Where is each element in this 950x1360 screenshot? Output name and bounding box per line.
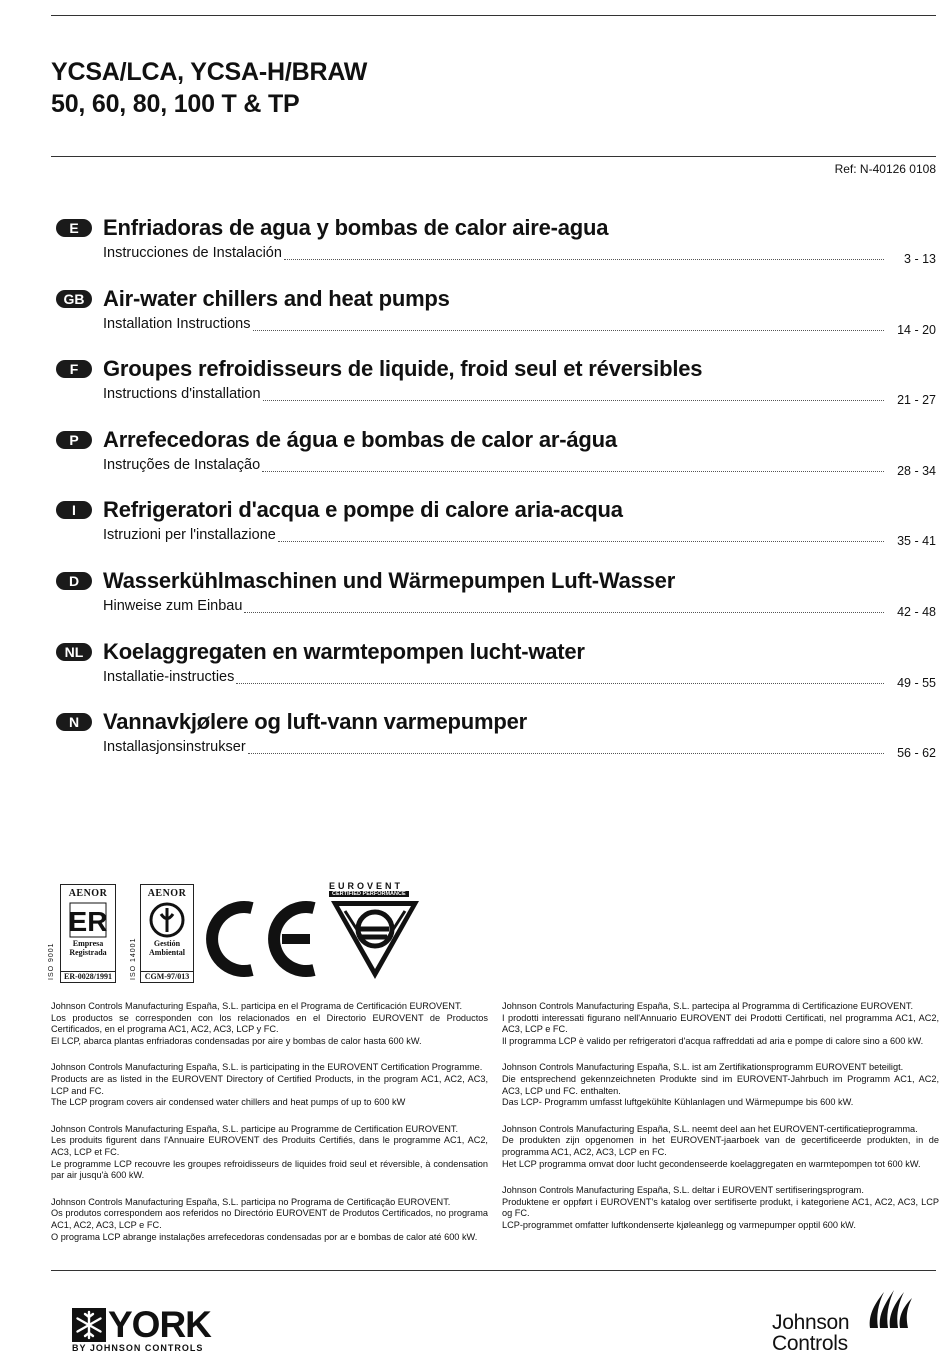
note-line: Johnson Controls Manufacturing España, S.L. deltar i EUROVENT sertifiseringsprogram.: [502, 1185, 864, 1196]
toc-page-range: 42 - 48: [897, 604, 936, 619]
note-line: Johnson Controls Manufacturing España, S.L. participe au Programme de Certification EUROVENT.: [51, 1123, 458, 1134]
note-line: Os produtos correspondem aos referidos no Directório EUROVENT de Produtos Certificados, no programa AC1, AC2, AC3, LCP e FC.: [51, 1208, 488, 1230]
aenor-caption-2: Registrada: [69, 948, 107, 957]
toc-heading: Air-water chillers and heat pumps: [103, 285, 450, 311]
toc-heading: Groupes refroidisseurs de liquide, froid seul et réversibles: [103, 356, 703, 382]
toc-entry: [0, 215, 950, 286]
toc-subtitle: Istruzioni per l'installazione: [103, 527, 276, 544]
toc-leader-dots: [284, 258, 884, 260]
york-tagline: BY JOHNSON CONTROLS: [72, 1343, 204, 1353]
toc-leader-dots: [262, 470, 884, 472]
toc-entry: [0, 709, 950, 780]
certification-note: [502, 1185, 939, 1231]
jci-flame-icon: [866, 1288, 916, 1332]
note-line: El LCP, abarca plantas enfriadoras condensadas por aire y bombas de calor hasta 600 kW.: [51, 1035, 422, 1046]
certification-note: [502, 1062, 939, 1108]
toc-subtitle-row: [103, 385, 936, 408]
ce-mark-icon: [204, 898, 324, 980]
note-line: Johnson Controls Manufacturing España, S.L. participa no Programa de Certificação EUROVENT.: [51, 1196, 451, 1207]
toc-subtitle: Installasjonsinstrukser: [103, 739, 246, 756]
note-line: I prodotti interessati figurano nell'Annuario EUROVENT dei Prodotti Certificati, nel programma AC1, AC2, AC3, LCP e FC.: [502, 1012, 939, 1035]
note-line: Le programme LCP recouvre les groupes refroidisseurs de liquides froid seul et réversible, à condensation par air jusqu'à 600 kW.: [51, 1158, 488, 1181]
toc-subtitle: Instructions d'installation: [103, 386, 261, 403]
toc-entry: [0, 568, 950, 639]
header-divider: [51, 156, 936, 157]
certification-note: [51, 1124, 488, 1182]
toc-page-range: 14 - 20: [897, 322, 936, 337]
toc-heading: Refrigeratori d'acqua e pompe di calore aria-acqua: [103, 497, 623, 523]
language-code-badge: E: [56, 219, 92, 237]
jci-line-2: Controls: [772, 1332, 848, 1355]
toc-page-range: 3 - 13: [904, 252, 936, 266]
note-line: Johnson Controls Manufacturing España, S.L. ist am Zertifikationsprogramm EUROVENT beteiligt.: [502, 1062, 904, 1073]
ga-mark-icon: [147, 901, 187, 939]
toc-subtitle-row: [103, 597, 936, 619]
eurovent-certified-label: CERTIFIED PERFORMANCE: [329, 891, 409, 897]
toc-subtitle-row: [103, 456, 936, 478]
toc-subtitle-row: [103, 315, 936, 337]
aenor2-register-code: CGM-97/013: [141, 971, 193, 982]
aenor-caption-1: Empresa: [72, 939, 104, 948]
johnson-controls-logo: [772, 1288, 922, 1358]
certification-notes-right: [502, 1001, 939, 1247]
toc-page-range: 28 - 34: [897, 463, 936, 478]
iso-14001-label: ISO 14001: [130, 937, 137, 980]
toc-subtitle: Installation Instructions: [103, 315, 251, 332]
toc-entry: [0, 497, 950, 568]
note-line: Die entsprechend gekennzeichneten Produkte sind im EUROVENT-Jahrbuch im Programm AC1, AC2, AC3, LCP und FC. enthalten.: [502, 1073, 939, 1096]
jci-line-1: Johnson: [772, 1311, 850, 1334]
toc-heading: Arrefecedoras de água e bombas de calor ar-água: [103, 426, 617, 452]
note-line: Het LCP programma omvat door lucht gecondenseerde koelaggregaten en warmtepompen tot 600 kW.: [502, 1158, 921, 1169]
certification-note: [51, 1197, 488, 1243]
toc-subtitle: Instrucciones de Instalación: [103, 245, 282, 261]
toc-page-range: 35 - 41: [897, 534, 936, 549]
toc-leader-dots: [253, 329, 885, 331]
model-title: YCSA/LCA, YCSA-H/BRAW: [51, 58, 368, 86]
note-line: Il programma LCP è valido per refrigeratori d'acqua raffreddati ad aria e pompe di calore sino a 600 kW.: [502, 1035, 924, 1046]
language-code-badge: NL: [56, 643, 92, 661]
toc-page-range: 21 - 27: [897, 393, 936, 408]
toc-subtitle: Installatie-instructies: [103, 668, 235, 685]
note-line: Johnson Controls Manufacturing España, S.L. participa en el Programa de Certificación EUROVENT.: [51, 1001, 463, 1011]
toc-leader-dots: [278, 540, 884, 542]
aenor2-caption-1: Gestión: [153, 939, 181, 948]
toc-entry: [0, 427, 950, 498]
toc-entry: [0, 286, 950, 357]
note-line: LCP-programmet omfatter luftkondenserte kjøleanlegg og varmepumper opptil 600 kW.: [502, 1219, 856, 1230]
note-line: De produkten zijn opgenomen in het EUROVENT-jaarboek van de gecertificeerde produkten, in de programma AC1, AC2, AC3, LCP en FC.: [502, 1135, 939, 1157]
toc-subtitle: Instruções de Instalação: [103, 456, 261, 473]
language-code-badge: I: [56, 501, 92, 519]
certification-note: [502, 1124, 939, 1170]
eurovent-logo-icon: [329, 899, 421, 981]
svg-text:ER: ER: [68, 906, 108, 937]
toc-subtitle: Hinweise zum Einbau: [103, 597, 243, 614]
toc-page-range: 56 - 62: [897, 746, 936, 761]
snowflake-icon: [72, 1308, 106, 1342]
note-line: The LCP program covers air condensed water chillers and heat pumps of up to 600 kW: [51, 1097, 406, 1108]
note-line: Johnson Controls Manufacturing España, S.L. neemt deel aan het EUROVENT-certificatieprogramma.: [502, 1123, 918, 1134]
language-code-badge: P: [56, 431, 92, 449]
toc-entry: [0, 639, 950, 710]
note-line: Johnson Controls Manufacturing España, S.L. is participating in the EUROVENT Certification Programme.: [51, 1062, 483, 1073]
aenor-brand-2: AENOR: [147, 888, 187, 899]
certification-note: [502, 1001, 939, 1047]
document-reference: Ref: N-40126 0108: [834, 162, 936, 176]
language-code-badge: D: [56, 572, 92, 590]
er-mark-icon: [68, 901, 108, 939]
certification-notes-left: [51, 1001, 488, 1258]
model-sizes: 50, 60, 80, 100 T & TP: [51, 90, 300, 118]
toc-leader-dots: [236, 682, 884, 684]
iso-9001-label: ISO 9001: [48, 942, 55, 980]
note-line: Los productos se corresponden con los relacionados en el Directorio EUROVENT de Productos Certificados, en el programa AC1, AC2, AC3, LCP y FC.: [51, 1012, 488, 1035]
table-of-contents: [0, 215, 950, 780]
aenor2-caption-2: Ambiental: [149, 948, 185, 957]
certification-note: [51, 1001, 488, 1047]
toc-leader-dots: [263, 399, 884, 401]
toc-heading: Enfriadoras de agua y bombas de calor aire-agua: [103, 215, 609, 240]
note-line: Products are as listed in the EUROVENT Directory of Certified Products, in the program AC1, AC2, AC3, LCP and FC.: [51, 1073, 488, 1096]
note-line: Produktene er oppført i EUROVENT's katalog over sertifiserte produkt, i kategoriene AC1, AC2, AC3, LCP og FC.: [502, 1196, 939, 1219]
toc-heading: Vannavkjølere og luft-vann varmepumper: [103, 709, 527, 735]
aenor-register-code: ER-0028/1991: [61, 971, 115, 982]
certification-logos: [44, 880, 444, 985]
toc-page-range: 49 - 55: [897, 675, 936, 690]
top-divider: [51, 15, 936, 16]
aenor-brand: AENOR: [68, 888, 108, 899]
toc-subtitle-row: [103, 668, 936, 690]
eurovent-brand: EUROVENT: [329, 881, 404, 891]
footer-divider: [51, 1270, 936, 1271]
york-wordmark: YORK: [108, 1304, 211, 1345]
toc-leader-dots: [248, 752, 884, 754]
note-line: Les produits figurent dans l'Annuaire EUROVENT des Produits Certifiés, dans le programme AC1, AC2, AC3, LCP et FC.: [51, 1135, 488, 1157]
aenor-ga-logo: [140, 884, 194, 983]
language-code-badge: GB: [56, 290, 92, 308]
toc-subtitle-row: [103, 244, 936, 266]
toc-subtitle-row: [103, 738, 936, 761]
note-line: Das LCP- Programm umfasst luftgekühlte Kühlanlagen und Wärmepumpe bis 600 kW.: [502, 1097, 854, 1108]
toc-leader-dots: [244, 611, 884, 613]
language-code-badge: N: [56, 713, 92, 731]
note-line: O programa LCP abrange instalações arrefecedoras condensadas por ar e bombas de calor até 600 kW.: [51, 1231, 478, 1242]
certification-note: [51, 1062, 488, 1108]
language-code-badge: F: [56, 360, 92, 378]
note-line: Johnson Controls Manufacturing España, S.L. partecipa al Programma di Certificazione EUROVENT.: [502, 1001, 914, 1011]
toc-subtitle-row: [103, 526, 936, 549]
toc-entry: [0, 356, 950, 427]
toc-heading: Koelaggregaten en warmtepompen lucht-water: [103, 638, 585, 664]
toc-heading: Wasserkühlmaschinen und Wärmepumpen Luft-Wasser: [103, 567, 676, 593]
aenor-er-logo: [60, 884, 116, 983]
